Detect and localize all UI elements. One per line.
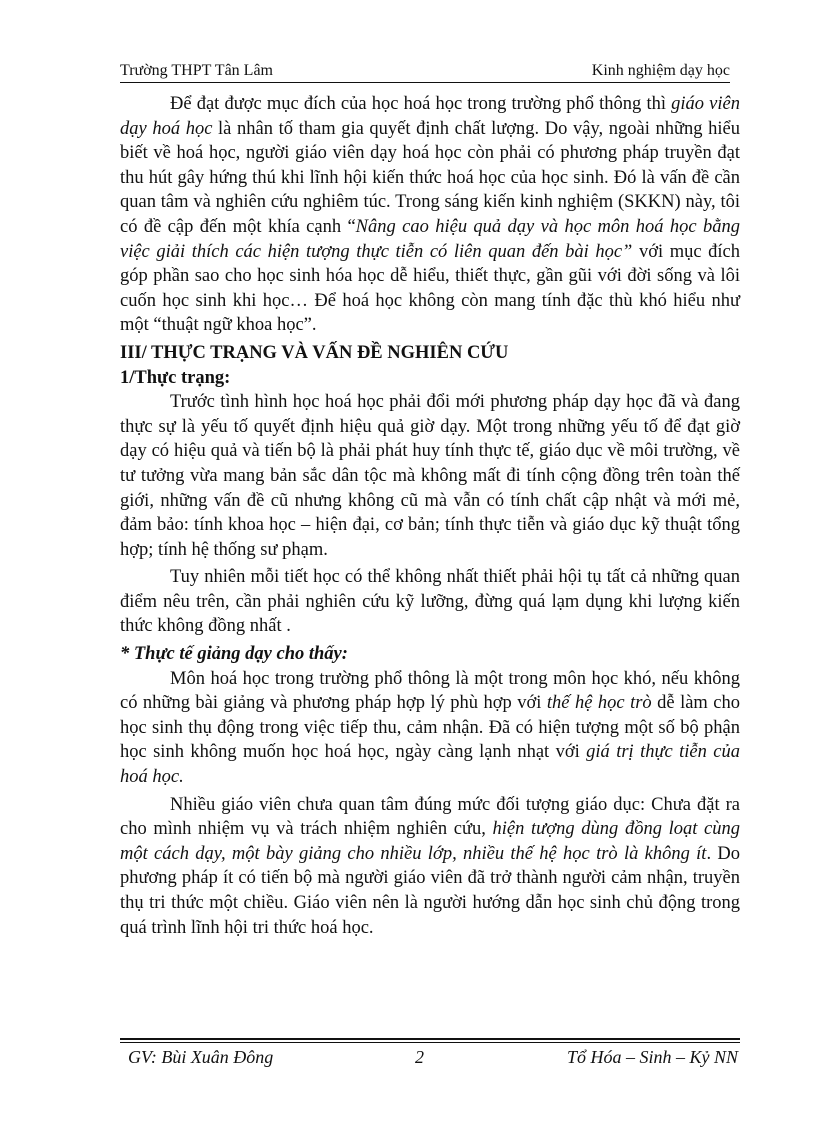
subsection-heading: 1/Thực trạng: bbox=[120, 367, 231, 388]
footer-rule-thin bbox=[120, 1042, 740, 1043]
p3-text-1: Môn hoá học trong trường phổ thông là một trong môn học khó, nếu không có những bài giảng và phương pháp hợp lý phù hợp với bbox=[120, 668, 740, 714]
footer-rule-thick bbox=[120, 1038, 740, 1040]
header-school: Trường THPT Tân Lâm bbox=[120, 62, 273, 79]
p4-text-1: Nhiều giáo viên chưa quan tâm đúng mức đối tượng giáo dục: Chưa đặt ra cho mình nhiệm vụ và trách nhiệm nghiên cứu, bbox=[120, 794, 740, 840]
p3-italic-1: thế hệ học trò bbox=[546, 693, 652, 714]
intro-italic-1: giáo viên dạy hoá học bbox=[120, 94, 740, 139]
footer-department: Tổ Hóa – Sinh – Kỷ NN bbox=[566, 1047, 738, 1067]
page-footer bbox=[128, 1047, 738, 1071]
page-content bbox=[120, 92, 740, 943]
p3-text-2: dễ làm cho học sinh thụ động trong việc tiếp thu, cảm nhận. Đã có hiện tượng một số bộ phận học sinh không muốn học hoá học, ngày càng lạnh nhạt với bbox=[120, 693, 740, 763]
p4-italic-1: hiện tượng dùng đồng loạt cùng một cách dạy, một bày giảng cho nhiều lớp, nhiều thế hệ học trò là không ít bbox=[120, 819, 741, 864]
paragraph-3 bbox=[120, 667, 740, 790]
subsection-heading-2: * Thực tế giảng dạy cho thấy: bbox=[120, 644, 348, 665]
intro-text-2: là nhân tố tham gia quyết định chất lượng. Do vậy, ngoài những hiểu biết về hoá học, người giáo viên dạy hoá học còn phải có phương pháp truyền đạt thu hút gây hứng thú khi lĩnh hội kiến thức hoá học của học sinh. Đó là vấn đề cần quan tâm và nghiên cứu nghiêm túc. Trong sáng kiến kinh nghiệm (SKKN) này, tôi có đề cập đến một khía cạnh “ bbox=[120, 118, 740, 237]
paragraph-4 bbox=[120, 793, 740, 941]
page-header bbox=[120, 62, 730, 83]
intro-italic-2: Nâng cao hiệu quả dạy và học môn hoá học bằng việc giải thích các hiện tượng thực tiễn có liên quan đến bài học” bbox=[120, 216, 740, 262]
p3-italic-2: giá trị thực tiễn của hoá học. bbox=[120, 742, 741, 788]
intro-text-1: Để đạt được mục đích của học hoá học trong trường phổ thông thì bbox=[170, 94, 672, 114]
p4-text-2: . Do phương pháp ít có tiến bộ mà người giáo viên đã trở thành người cảm nhận, truyền thụ tri thức một chiều. Giáo viên nên là người hướng dẫn học sinh chủ động trong quá trình lĩnh hội tri thức hoá học. bbox=[120, 843, 740, 938]
paragraph-2: Tuy nhiên mỗi tiết học có thể không nhất thiết phải hội tụ tất cả những quan điểm nêu trên, cần phải nghiên cứu kỹ lưỡng, đừng quá lạm dụng khi lượng kiến thức không đồng nhất . bbox=[120, 567, 740, 637]
footer-author: GV: Bùi Xuân Đông bbox=[128, 1047, 274, 1067]
section-heading: III/ THỰC TRẠNG VÀ VẤN ĐỀ NGHIÊN CỨU bbox=[120, 342, 509, 363]
header-title: Kinh nghiệm dạy học bbox=[591, 62, 730, 79]
intro-paragraph bbox=[120, 92, 740, 338]
paragraph-1: Trước tình hình học hoá học phải đổi mới phương pháp dạy học đã và đang thực sự là yếu tố quyết định hiệu quả giờ dạy. Một trong những yếu tố để đạt giờ dạy có hiệu quả và tiến bộ là phải phát huy tính thực tế, giáo dục về môi trường, về tư tưởng vừa mang bản sắc dân tộc mà không mất đi tính cộng đồng trên toàn thế giới, những vấn đề cũ nhưng không cũ mà vẫn có tính chất cập nhật và mới mẻ, đảm bảo: tính khoa học – hiện đại, cơ bản; tính thực tiễn và giáo dục kỹ thuật tổng hợp; tính hệ thống sư phạm. bbox=[120, 392, 740, 560]
intro-text-3: với mục đích góp phần sao cho học sinh hóa học dễ hiểu, thiết thực, gần gũi với đời sống và lôi cuốn học sinh khi học… Để hoá học không còn mang tính đặc thù khó hiểu như một “thuật ngữ khoa học”. bbox=[120, 241, 741, 336]
page-number: 2 bbox=[415, 1047, 424, 1067]
